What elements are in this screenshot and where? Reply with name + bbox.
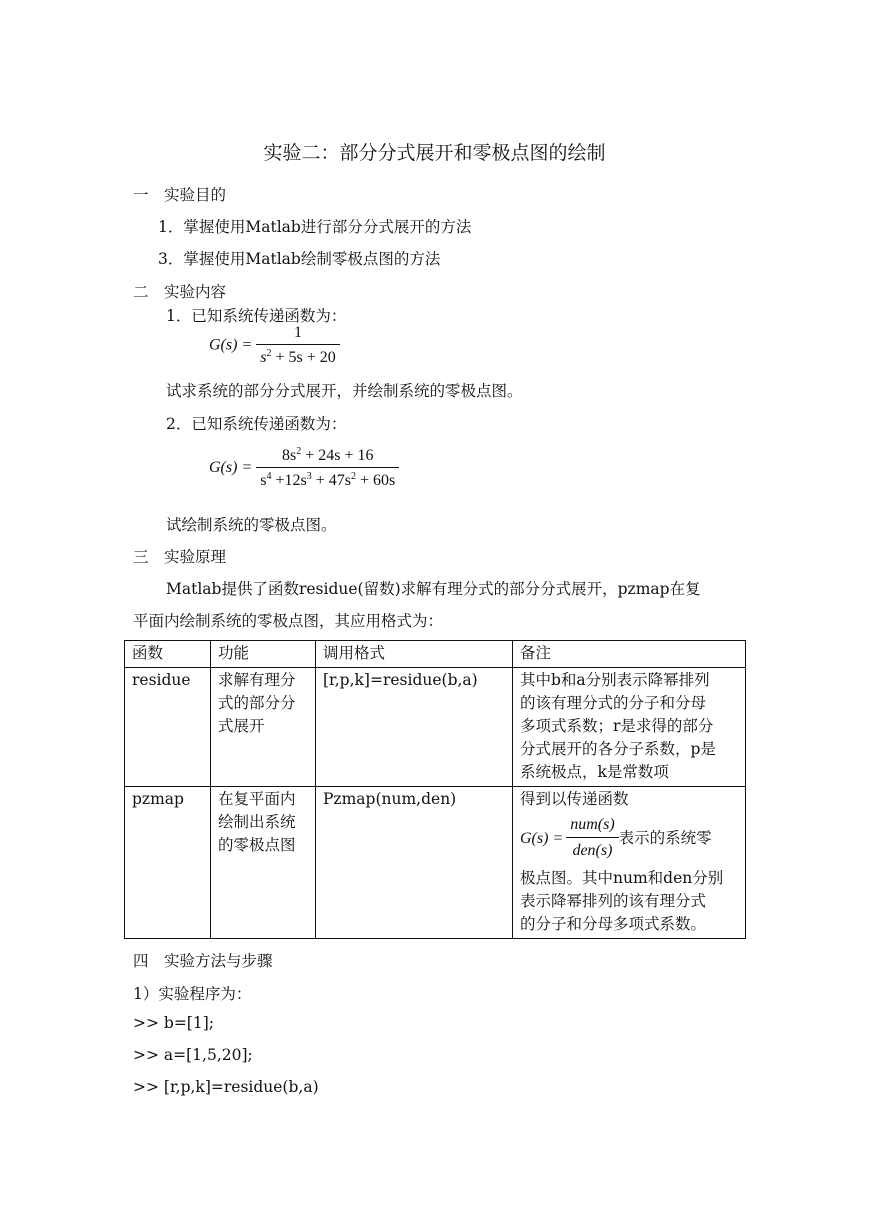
table-header-cell: 备注 [513,641,746,668]
principle-paragraph-line-1: Matlab提供了函数residue(留数)求解有理分式的部分分式展开，pzmap在复 [166,580,701,598]
objective-item: 1．掌握使用Matlab进行部分分式展开的方法 [158,218,472,236]
equation-numerator: 1 [256,324,340,345]
table-cell-function: pzmap [125,787,211,939]
equation-numerator: $8s^2 + 24s + 16$ [256,446,399,468]
content-item-2-text: 试绘制系统的零极点图。 [166,516,337,534]
equation-lhs: G(s) = [209,336,253,354]
table-cell-function: residue [125,668,211,787]
table-cell-purpose: 在复平面内 绘制出系统 的零极点图 [211,787,316,939]
code-line: >> b=[1]; [133,1014,214,1032]
equation-denominator: $s^2 + 5s + 20$ [260,348,336,366]
table-cell-purpose: 求解有理分 式的部分分 式展开 [211,668,316,787]
table-header-cell: 功能 [211,641,316,668]
equation-lhs: G(s) = [209,459,253,476]
equation-fraction [256,324,340,367]
table-header-row [125,641,746,668]
table-header-cell: 调用格式 [316,641,513,668]
principle-paragraph-line-2: 平面内绘制系统的零极点图，其应用格式为： [133,612,444,630]
table-cell-usage: [r,p,k]=residue(b,a) [316,668,513,787]
table-header-cell: 函数 [125,641,211,668]
table-cell-notes: 得到以传递函数 G(s) = $\frac{\text{num(s)}}{\text{den(s)}}$ 表示的系统零 极点图。其中num和den分别 表示降幂排列的该有理分式 的分子和分母多项式系数。 [513,787,746,939]
section-heading-objectives: 一 实验目的 [133,186,227,204]
page-title: 实验二：部分分式展开和零极点图的绘制 [263,142,606,164]
section-heading-principle: 三 实验原理 [133,548,227,566]
table-cell-notes: 其中b和a分别表示降幂排列 的该有理分式的分子和分母 多项式系数；r是求得的部分 分式展开的各分子系数，p是 系统极点，k是常数项 [513,668,746,787]
equation-fraction [256,446,399,490]
transfer-function-fraction: G(s) = $\frac{\text{num(s)}}{\text{den(s)}}$ 表示的系统零 [520,816,712,859]
content-item-1-text: 试求系统的部分分式展开，并绘制系统的零极点图。 [166,382,523,400]
equation-2 [209,446,399,490]
function-table [124,640,746,939]
section-heading-content: 二 实验内容 [133,283,227,301]
table-cell-usage: Pzmap(num,den) [316,787,513,939]
code-line: >> [r,p,k]=residue(b,a) [133,1078,319,1096]
equation-denominator: $s^4 +12s^3 + 47s^2 + 60s$ [260,471,396,489]
content-item-2: 2．已知系统传递函数为： [166,415,347,433]
table-row [125,668,746,787]
code-line: >> a=[1,5,20]; [133,1046,253,1064]
objective-item: 3．掌握使用Matlab绘制零极点图的方法 [158,250,441,268]
section-heading-method: 四 实验方法与步骤 [133,952,273,970]
table-row [125,787,746,939]
equation-1 [209,324,340,367]
method-step-1: 1）实验程序为： [133,985,252,1003]
content-item-1: 1．已知系统传递函数为： [166,307,347,325]
